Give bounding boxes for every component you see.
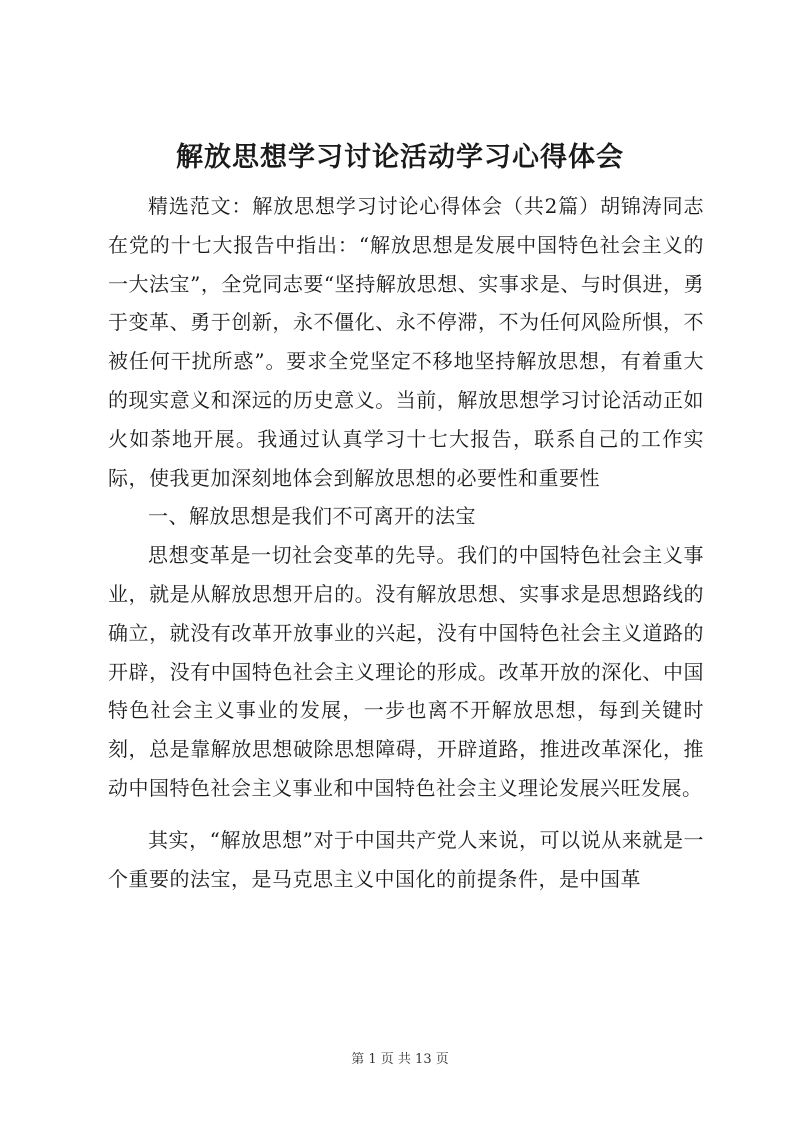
document-body	[108, 187, 704, 898]
paragraph-section-1: 思想变革是一切社会变革的先导。我们的中国特色社会主义事业，就是从解放思想开启的。没有解放思想、实事求是思想路线的确立，就没有改革开放事业的兴起，没有中国特色社会主义道路的开辟，没有中国特色社会主义理论的形成。改革开放的深化、中国特色社会主义事业的发展，一步也离不开解放思想，每到关键时刻，总是靠解放思想破除思想障碍，开辟道路，推进改革深化，推动中国特色社会主义事业和中国特色社会主义理论发展兴旺发展。	[108, 543, 704, 800]
paragraph-intro: 精选范文：解放思想学习讨论心得体会（共2篇）胡锦涛同志在党的十七大报告中指出：“解放思想是发展中国特色社会主义的一大法宝”，全党同志要“坚持解放思想、实事求是、与时俱进，勇于变革、勇于创新，永不僵化、永不停滞，不为任何风险所惧，不被任何干扰所惑”。要求全党坚定不移地坚持解放思想，有着重大的现实意义和深远的历史意义。当前，解放思想学习讨论活动正如火如荼地开展。我通过认真学习十七大报告，联系自己的工作实际，使我更加深刻地体会到解放思想的必要性和重要性	[108, 194, 704, 490]
document-title: 解放思想学习讨论活动学习心得体会	[176, 142, 624, 173]
paragraph-continued: 其实，“解放思想”对于中国共产党人来说，可以说从来就是一个重要的法宝，是马克思主义中国化的前提条件，是中国革	[108, 827, 704, 891]
page-footer: 第 1 页 共 13 页	[351, 1052, 449, 1067]
section-heading: 一、解放思想是我们不可离开的法宝	[148, 504, 476, 529]
